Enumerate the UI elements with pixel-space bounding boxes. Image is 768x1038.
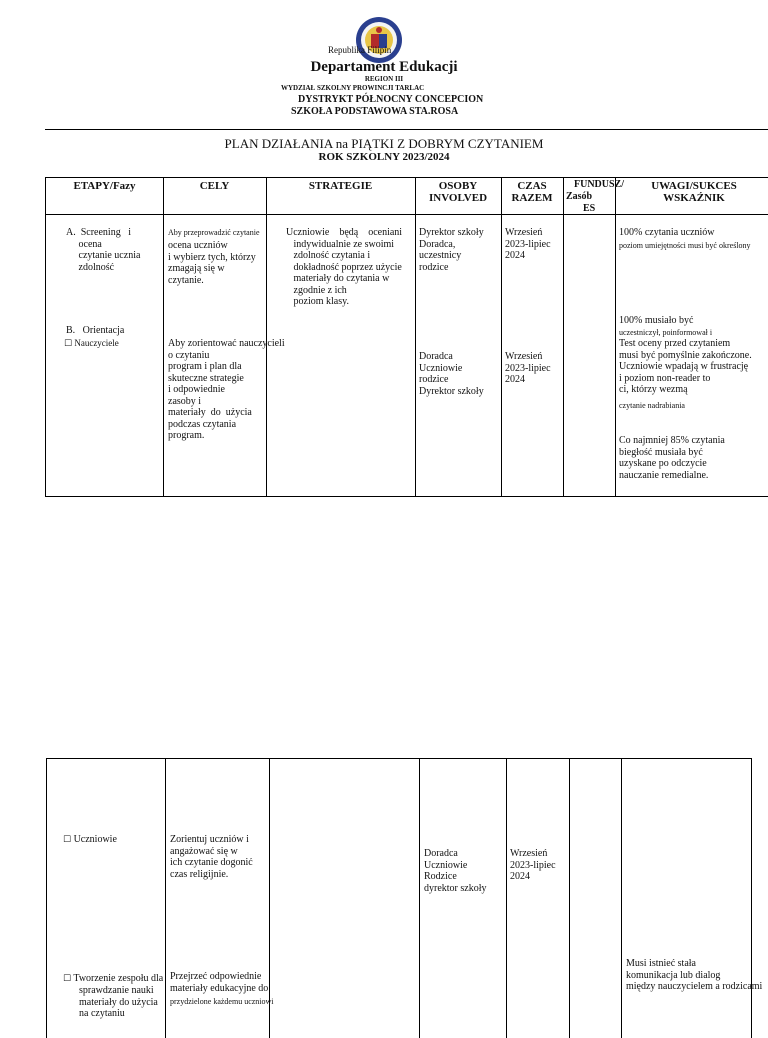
district-label: DYSTRYKT PÓŁNOCNY CONCEPCION	[298, 94, 484, 105]
phase-d-item	[63, 973, 163, 986]
header-remarks-2: WSKAŹNIK	[663, 192, 725, 204]
school-label: SZKOŁA PODSTAWOWA STA.ROSA	[291, 106, 459, 117]
goal-c: Zorientuj uczniów i angażować się w ich czytanie dogonić czas religijnie.	[170, 834, 253, 880]
goal-d-line2: przydzielone każdemu uczniowi	[170, 997, 274, 1006]
persons-c: Doradca Uczniowie Rodzice dyrektor szkoły	[424, 848, 487, 894]
goal-d-line1: Przejrzeć odpowiednie materiały edukacyjne do	[170, 971, 269, 994]
header-time-1: CZAS	[517, 180, 547, 192]
header-persons-2: INVOLVED	[428, 192, 488, 204]
phase-d-cont: sprawdzanie nauki materiały do użycia na czytaniu	[79, 985, 158, 1019]
square-bullet-icon: ☐	[63, 974, 72, 984]
header-stages: ETAPY/Fazy	[73, 180, 136, 192]
document-title: PLAN DZIAŁANIA na PIĄTKI Z DOBRYM CZYTANIEM	[224, 136, 544, 151]
header-remarks-1: UWAGI/SUKCES	[651, 180, 737, 192]
region-label: REGION III	[364, 75, 404, 83]
time-c: Wrzesień 2023-lipiec 2024	[510, 848, 556, 882]
republic-label: Republika Filipin	[328, 45, 392, 55]
header-fund-2: Zasób	[566, 191, 593, 202]
action-plan-table-1	[45, 177, 768, 497]
phase-b: B. Orientacja	[66, 325, 125, 336]
remarks-d: Musi istnieć stała komunikacja lub dialog między nauczycielem a rodzicami	[626, 958, 763, 992]
department-name: Departament Edukacji	[310, 59, 458, 75]
phase-d-label: Tworzenie zespołu dla	[73, 973, 164, 984]
goal-a-intro: Aby przeprowadzić czytanie	[168, 228, 260, 237]
square-bullet-icon: ☐	[64, 339, 73, 349]
phase-c-item	[63, 834, 117, 847]
square-bullet-icon: ☐	[63, 835, 72, 845]
phase-a: A. Screening i ocena czytanie ucznia zdolność	[66, 227, 141, 273]
header-persons-1: OSOBY	[438, 180, 478, 192]
action-plan-table-2	[46, 758, 763, 1038]
persons-b: Doradca Uczniowie rodzice Dyrektor szkoły	[419, 351, 484, 397]
phase-b-sub-label: Nauczyciele	[74, 338, 119, 348]
header-time-2: RAZEM	[511, 192, 553, 204]
header-fund-1: FUNDUSZ/	[574, 179, 625, 190]
header-fund-3: ES	[583, 203, 596, 214]
remarks-b-line2: uczestniczył, poinformował i	[619, 328, 713, 337]
header-goals: CELY	[199, 180, 230, 192]
header-strategies: STRATEGIE	[308, 180, 373, 192]
time-a: Wrzesień 2023-lipiec 2024	[505, 227, 551, 261]
school-year: ROK SZKOLNY 2023/2024	[318, 151, 450, 163]
division-label: WYDZIAŁ SZKOLNY PROWINCJI TARLAC	[281, 84, 425, 92]
remarks-b-line1: 100% musiało być	[619, 315, 694, 326]
deped-seal-icon	[355, 16, 403, 64]
remarks-b-line3: Test oceny przed czytaniem musi być pomyślnie zakończone. Uczniowie wpadają w frustrację i poziom non-reader to ci, którzy wezmą	[619, 338, 752, 395]
phase-b-sub-item	[64, 338, 119, 351]
remarks-b-line4: czytanie nadrabiania	[619, 401, 685, 410]
header-divider	[45, 129, 768, 130]
goal-a: ocena uczniów i wybierz tych, którzy zmagają się w czytanie.	[168, 240, 256, 286]
remarks-a-line1: 100% czytania uczniów	[619, 227, 715, 238]
phase-c-label: Uczniowie	[73, 834, 117, 845]
strategy-a: Uczniowie będą oceniani indywidualnie ze swoimi zdolność czytania i dokładność poprzez użycie materiały do czytania w zgodnie z ich poziom klasy.	[286, 227, 403, 307]
time-b: Wrzesień 2023-lipiec 2024	[505, 351, 551, 385]
persons-a: Dyrektor szkoły Doradca, uczestnicy rodzice	[419, 227, 484, 273]
remarks-a-line2: poziom umiejętności musi być określony	[619, 241, 751, 250]
remarks-c: Co najmniej 85% czytania biegłość musiała być uzyskane po odczycie nauczanie remedialne.	[619, 435, 725, 481]
goal-b: Aby zorientować nauczycieli o czytaniu program i plan dla skuteczne strategie i odpowiednie zasoby i materiały do użycia podczas czytania program.	[168, 338, 285, 441]
